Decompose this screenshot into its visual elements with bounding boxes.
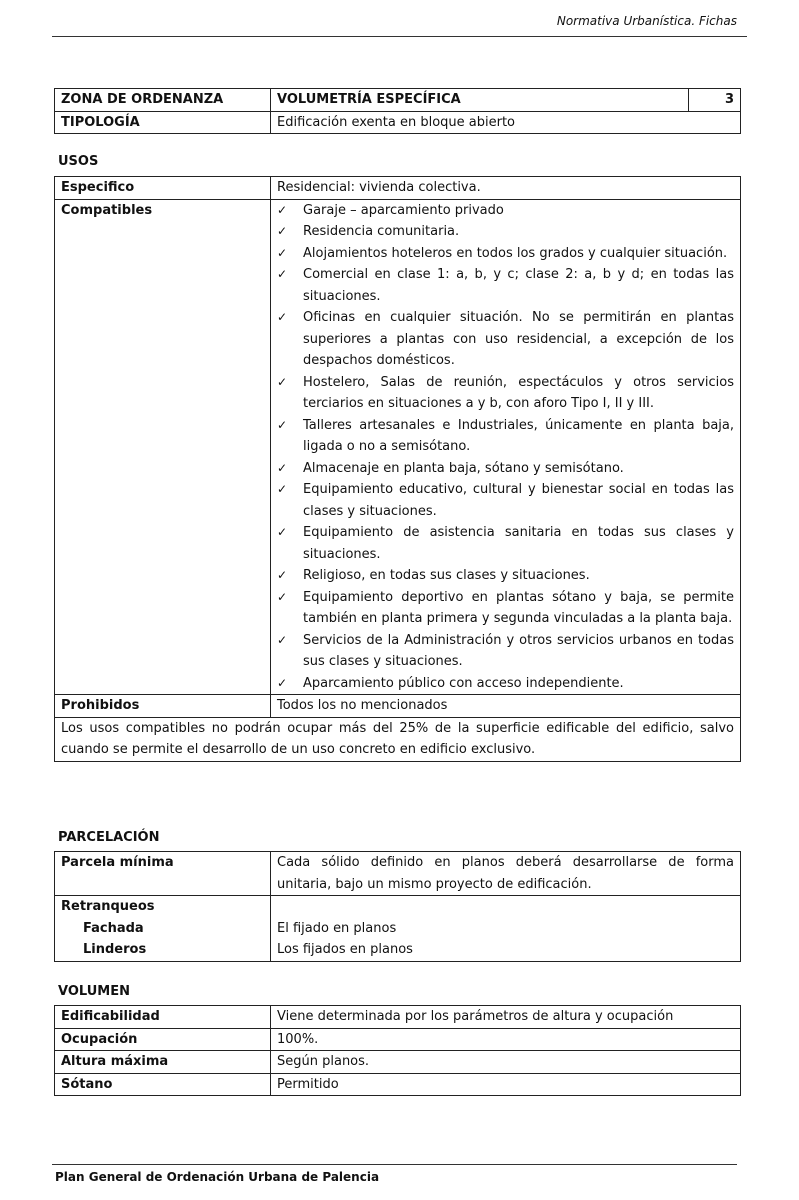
retranqueos-cell bbox=[55, 896, 271, 962]
parcela-label: Parcela mínima bbox=[55, 852, 271, 896]
page-header: Normativa Urbanística. Fichas bbox=[556, 14, 737, 28]
linderos-label: Linderos bbox=[83, 942, 147, 957]
ocupacion-label: Ocupación bbox=[55, 1028, 271, 1051]
list-item: ✓ Religioso, en todas sus clases y situaciones. bbox=[277, 565, 734, 587]
fachada-value: El fijado en planos bbox=[277, 920, 397, 936]
list-item: ✓ Servicios de la Administración y otros servicios urbanos en todas sus clases y situaciones. bbox=[277, 630, 734, 673]
altura-label: Altura máxima bbox=[55, 1051, 271, 1074]
linderos-value: Los fijados en planos bbox=[277, 942, 413, 957]
list-item: ✓ Equipamiento educativo, cultural y bienestar social en todas las clases y situaciones. bbox=[277, 479, 734, 522]
volumen-table bbox=[54, 1005, 741, 1096]
list-item: ✓ Hostelero, Salas de reunión, espectáculos y otros servicios terciarios en situaciones a y b, con aforo Tipo I, II y III. bbox=[277, 372, 734, 415]
sotano-label: Sótano bbox=[55, 1073, 271, 1096]
especifico-label: Especifico bbox=[55, 177, 271, 200]
edificabilidad-row bbox=[55, 1006, 741, 1029]
compatibles-cell bbox=[271, 199, 741, 695]
list-item: ✓ Equipamiento de asistencia sanitaria en todas sus clases y situaciones. bbox=[277, 522, 734, 565]
list-item: ✓ Residencia comunitaria. bbox=[277, 221, 734, 243]
retranqueos-label: Retranqueos bbox=[61, 899, 155, 914]
zona-table bbox=[54, 88, 741, 134]
zona-value: VOLUMETRÍA ESPECÍFICA bbox=[271, 89, 689, 112]
sotano-row bbox=[55, 1073, 741, 1096]
edificabilidad-value: Viene determinada por los parámetros de altura y ocupación bbox=[271, 1006, 741, 1029]
usos-note-row bbox=[55, 717, 741, 761]
usos-table bbox=[54, 176, 741, 762]
prohibidos-value: Todos los no mencionados bbox=[271, 695, 741, 718]
retranqueos-row bbox=[55, 896, 741, 962]
fachada-label: Fachada bbox=[83, 920, 144, 936]
prohibidos-row bbox=[55, 695, 741, 718]
list-item: ✓ Comercial en clase 1: a, b, y c; clase 2: a, b y d; en todas las situaciones. bbox=[277, 264, 734, 307]
footer-divider bbox=[52, 1164, 737, 1165]
list-item: ✓ Garaje – aparcamiento privado bbox=[277, 200, 734, 222]
sotano-value: Permitido bbox=[271, 1073, 741, 1096]
ficha-number: 3 bbox=[689, 89, 741, 112]
especifico-row bbox=[55, 177, 741, 200]
list-item: ✓ Almacenaje en planta baja, sótano y semisótano. bbox=[277, 458, 734, 480]
parcela-row bbox=[55, 852, 741, 896]
compatibles-row bbox=[55, 199, 741, 695]
zona-row bbox=[55, 89, 741, 112]
tipologia-row bbox=[55, 111, 741, 134]
compatibles-label: Compatibles bbox=[55, 199, 271, 695]
parcelacion-title: PARCELACIÓN bbox=[58, 830, 160, 845]
ocupacion-row bbox=[55, 1028, 741, 1051]
list-item: ✓ Talleres artesanales e Industriales, únicamente en planta baja, ligada o no a semisótano. bbox=[277, 415, 734, 458]
usos-title: USOS bbox=[58, 154, 99, 169]
page-footer: Plan General de Ordenación Urbana de Palencia bbox=[55, 1170, 380, 1184]
list-item: ✓ Oficinas en cualquier situación. No se permitirán en plantas superiores a plantas con uso residencial, a excepción de los despachos domésticos. bbox=[277, 307, 734, 372]
list-item: ✓ Aparcamiento público con acceso independiente. bbox=[277, 673, 734, 695]
compatibles-list bbox=[277, 200, 734, 695]
volumen-title: VOLUMEN bbox=[58, 984, 130, 999]
tipologia-value: Edificación exenta en bloque abierto bbox=[271, 111, 741, 134]
header-divider bbox=[52, 36, 747, 37]
list-item: ✓ Equipamiento deportivo en plantas sótano y baja, se permite también en planta primera y segunda vinculadas a la planta baja. bbox=[277, 587, 734, 630]
tipologia-label: TIPOLOGÍA bbox=[55, 111, 271, 134]
parcela-value: Cada sólido definido en planos deberá desarrollarse de forma unitaria, bajo un mismo proyecto de edificación. bbox=[271, 852, 741, 896]
usos-note: Los usos compatibles no podrán ocupar más del 25% de la superficie edificable del edificio, salvo cuando se permite el desarrollo de un uso concreto en edificio exclusivo. bbox=[55, 717, 741, 761]
edificabilidad-label: Edificabilidad bbox=[55, 1006, 271, 1029]
altura-value: Según planos. bbox=[271, 1051, 741, 1074]
especifico-value: Residencial: vivienda colectiva. bbox=[271, 177, 741, 200]
parcelacion-table bbox=[54, 851, 741, 962]
prohibidos-label: Prohibidos bbox=[55, 695, 271, 718]
altura-row bbox=[55, 1051, 741, 1074]
list-item: ✓ Alojamientos hoteleros en todos los grados y cualquier situación. bbox=[277, 243, 734, 265]
retranqueos-values bbox=[271, 896, 741, 962]
ocupacion-value: 100%. bbox=[271, 1028, 741, 1051]
zona-label: ZONA DE ORDENANZA bbox=[55, 89, 271, 112]
